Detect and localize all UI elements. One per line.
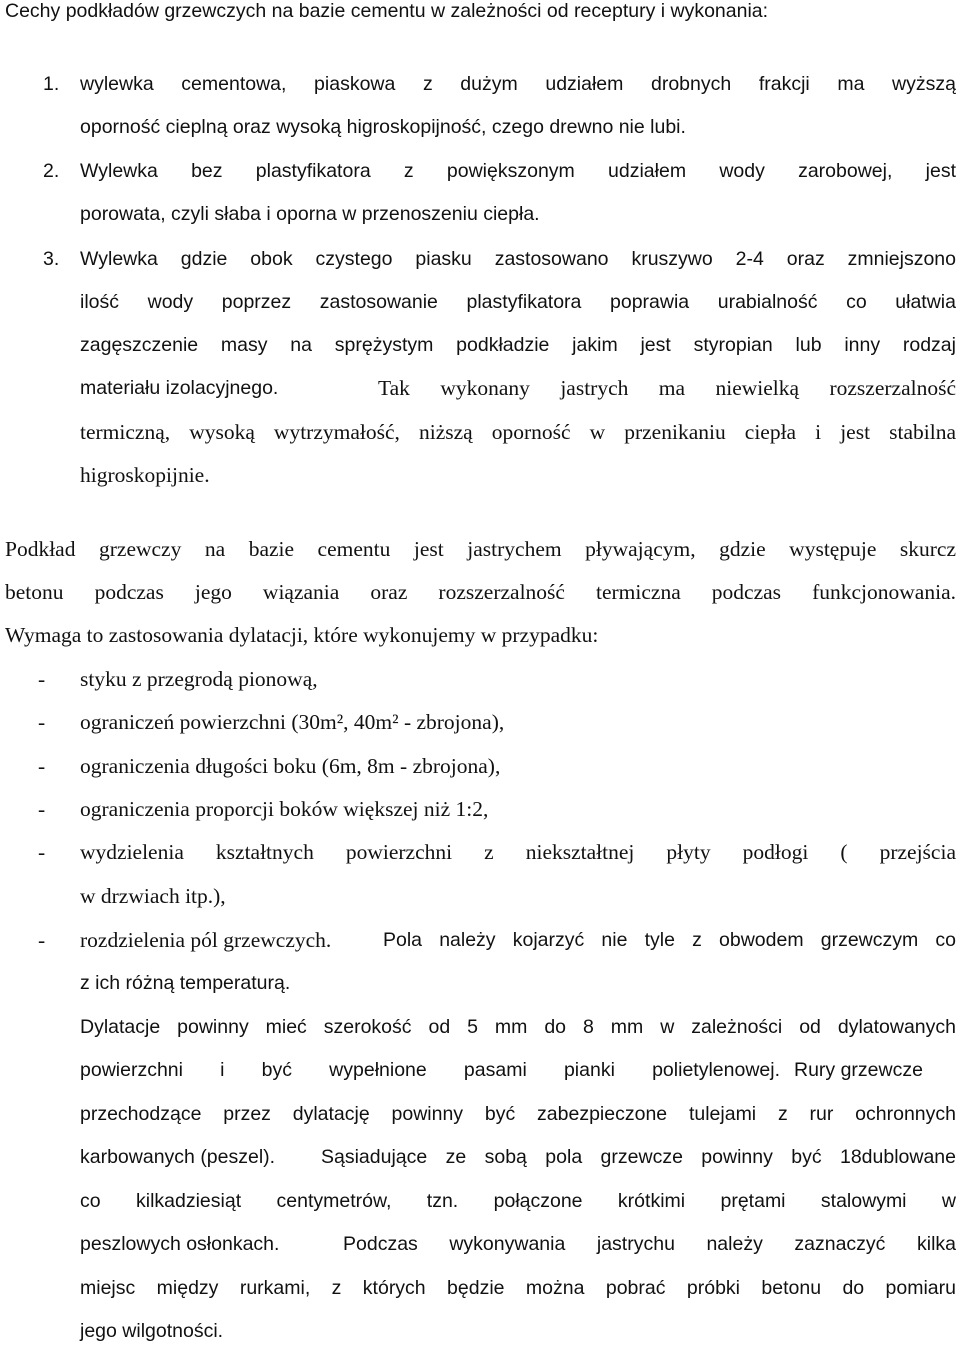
list-number-2: 2. bbox=[43, 160, 60, 182]
dash-marker: - bbox=[38, 840, 46, 864]
dilatation-line-5: co kilkadziesiąt centymetrów, tzn. połączone krótkimi prętami stalowymi w bbox=[80, 1190, 956, 1212]
dash-item-5-line-2: w drzwiach itp.), bbox=[80, 884, 226, 908]
dash-item-6-line-1b: Pola należy kojarzyć nie tyle z obwodem grzewczym co bbox=[383, 929, 956, 951]
dash-marker: - bbox=[38, 667, 46, 691]
intro-heading: Cechy podkładów grzewczych na bazie cementu w zależności od receptury i wykonania: bbox=[5, 0, 769, 22]
dilatation-line-1: Dylatacje powinny mieć szerokość od 5 mm do 8 mm w zależności od dylatowanych bbox=[80, 1016, 956, 1038]
dash-marker: - bbox=[38, 754, 46, 778]
dash-item-6-line-2: z ich różną temperaturą. bbox=[80, 972, 291, 994]
paragraph-line-1: Podkład grzewczy na bazie cementu jest jastrychem pływającym, gdzie występuje skurcz bbox=[5, 537, 956, 561]
dilatation-line-2a: powierzchni i być wypełnione pasami pianki polietylenowej. bbox=[80, 1059, 780, 1081]
dash-marker: - bbox=[38, 797, 46, 821]
dash-item-3: ograniczenia długości boku (6m, 8m - zbrojona), bbox=[80, 754, 501, 778]
dash-item-5-line-1: wydzielenia kształtnych powierzchni z niekształtnej płyty podłogi ( przejścia bbox=[80, 840, 956, 864]
list-item-1-line-2: oporność cieplną oraz wysoką higroskopijność, czego drewno nie lubi. bbox=[80, 116, 686, 138]
paragraph-line-2: betonu podczas jego wiązania oraz rozszerzalność termiczna podczas funkcjonowania. bbox=[5, 580, 956, 604]
list-item-2-line-1: Wylewka bez plastyfikatora z powiększonym udziałem wody zarobowej, jest bbox=[80, 160, 956, 182]
paragraph-line-3: Wymaga to zastosowania dylatacji, które wykonujemy w przypadku: bbox=[5, 623, 599, 647]
dilatation-line-7: miejsc między rurkami, z których będzie można pobrać próbki betonu do pomiaru bbox=[80, 1277, 956, 1299]
dash-marker: - bbox=[38, 928, 46, 952]
dash-marker: - bbox=[38, 710, 46, 734]
dilatation-line-2b: Rury grzewcze bbox=[794, 1059, 923, 1081]
dash-item-4: ograniczenia proporcji boków większej niż 1:2, bbox=[80, 797, 489, 821]
list-number-1: 1. bbox=[43, 73, 60, 95]
list-item-2-line-2: porowata, czyli słaba i oporna w przenoszeniu ciepła. bbox=[80, 203, 540, 225]
list-item-3-line-4b: Tak wykonany jastrych ma niewielką rozszerzalność bbox=[378, 376, 956, 400]
dilatation-line-6b: Podczas wykonywania jastrychu należy zaznaczyć kilka bbox=[343, 1233, 956, 1255]
list-item-3-line-6: higroskopijnie. bbox=[80, 463, 210, 487]
dilatation-line-6a: peszlowych osłonkach. bbox=[80, 1233, 280, 1255]
list-item-3-line-4a: materiału izolacyjnego. bbox=[80, 377, 279, 399]
list-item-3-line-2: ilość wody poprzez zastosowanie plastyfikatora poprawia urabialność co ułatwia bbox=[80, 291, 956, 313]
list-number-3: 3. bbox=[43, 248, 60, 270]
dilatation-line-8: jego wilgotności. bbox=[80, 1320, 224, 1342]
list-item-3-line-3: zagęszczenie masy na sprężystym podkładzie jakim jest styropian lub inny rodzaj bbox=[80, 334, 956, 356]
dash-item-1: styku z przegrodą pionową, bbox=[80, 667, 318, 691]
list-item-3-line-1: Wylewka gdzie obok czystego piasku zastosowano kruszywo 2-4 oraz zmniejszono bbox=[80, 248, 956, 270]
dilatation-line-4a: karbowanych (peszel). bbox=[80, 1146, 276, 1168]
dash-item-6-line-1a: rozdzielenia pól grzewczych. bbox=[80, 928, 332, 952]
list-item-3-line-5: termiczną, wysoką wytrzymałość, niższą oporność w przenikaniu ciepła i jest stabilna bbox=[80, 420, 956, 444]
dilatation-line-4b: Sąsiadujące ze sobą pola grzewcze powinny być 18dublowane bbox=[321, 1146, 956, 1168]
dilatation-line-3: przechodzące przez dylatację powinny być zabezpieczone tulejami z rur ochronnych bbox=[80, 1103, 956, 1125]
dash-item-2: ograniczeń powierzchni (30m², 40m² - zbrojona), bbox=[80, 710, 505, 734]
list-item-1-line-1: wylewka cementowa, piaskowa z dużym udziałem drobnych frakcji ma wyższą bbox=[80, 73, 956, 95]
